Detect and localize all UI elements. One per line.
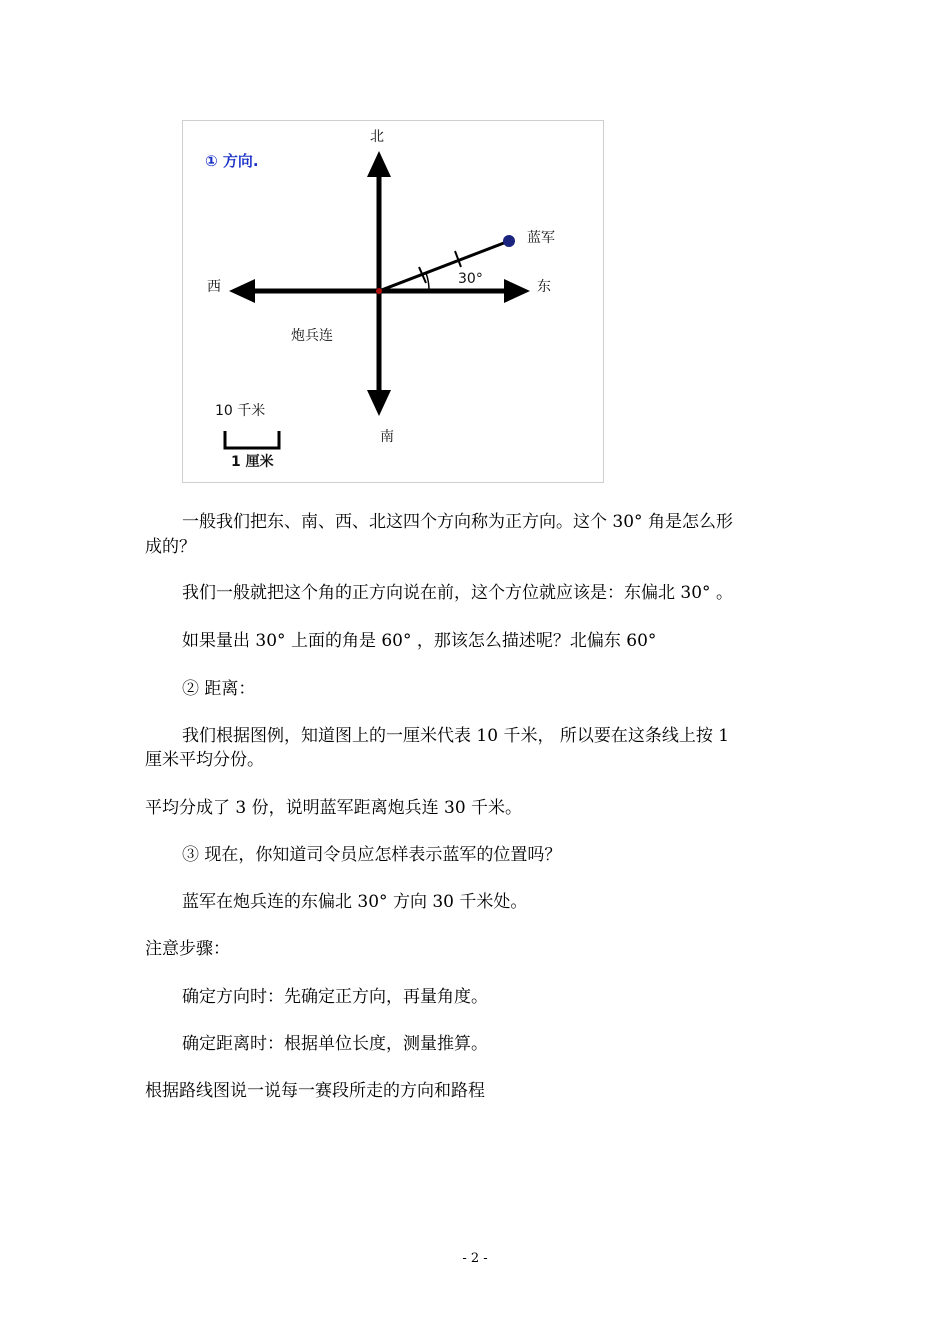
scale-bottom-label: 1 厘米 xyxy=(231,454,274,470)
compass-diagram-svg xyxy=(183,121,605,484)
scale-bar xyxy=(225,431,279,448)
paragraph-4-distance-heading: ② 距离： xyxy=(182,679,256,699)
paragraph-2: 我们一般就把这个角的正方向说在前，这个方位就应该是：东偏北 30° 。 xyxy=(182,583,733,603)
paragraph-8: 蓝军在炮兵连的东偏北 30° 方向 30 千米处。 xyxy=(182,892,528,912)
east-label: 东 xyxy=(537,279,551,295)
paragraph-5-line-2: 厘米平均分份。 xyxy=(145,750,264,770)
paragraph-3: 如果量出 30° 上面的角是 60° ，那该怎么描述呢？北偏东 60° xyxy=(182,631,657,651)
direction-diagram xyxy=(182,120,604,483)
origin-dot xyxy=(376,288,382,294)
east-arrow-icon xyxy=(504,279,530,303)
south-label: 南 xyxy=(380,429,394,445)
target-dot xyxy=(503,235,515,247)
west-arrow-icon xyxy=(229,279,255,303)
target-label: 蓝军 xyxy=(527,230,555,246)
paragraph-10: 确定方向时：先确定正方向，再量角度。 xyxy=(182,987,488,1007)
paragraph-6: 平均分成了 3 份，说明蓝军距离炮兵连 30 千米。 xyxy=(145,798,523,818)
paragraph-5-line-1: 我们根据图例，知道图上的一厘米代表 10 千米， 所以要在这条线上按 1 xyxy=(182,726,730,746)
page-number: - 2 - xyxy=(462,1251,488,1266)
paragraph-11: 确定距离时：根据单位长度，测量推算。 xyxy=(182,1034,488,1054)
west-label: 西 xyxy=(207,279,221,295)
paragraph-7: ③ 现在，你知道司令员应怎样表示蓝军的位置吗？ xyxy=(182,845,562,865)
paragraph-1-line-2: 成的？ xyxy=(145,537,196,557)
target-direction-line xyxy=(379,241,509,291)
north-arrow-icon xyxy=(367,151,391,177)
scale-top-label: 10 千米 xyxy=(215,403,266,419)
south-arrow-icon xyxy=(367,390,391,416)
paragraph-1-line-1: 一般我们把东、南、西、北这四个方向称为正方向。这个 30° 角是怎么形 xyxy=(182,512,733,532)
origin-label: 炮兵连 xyxy=(291,328,333,344)
north-label: 北 xyxy=(370,129,384,145)
angle-label: 30° xyxy=(458,271,483,287)
diagram-title: ① 方向. xyxy=(205,152,259,170)
paragraph-9-notes-heading: 注意步骤： xyxy=(145,939,230,959)
paragraph-12: 根据路线图说一说每一赛段所走的方向和路程 xyxy=(145,1081,485,1101)
